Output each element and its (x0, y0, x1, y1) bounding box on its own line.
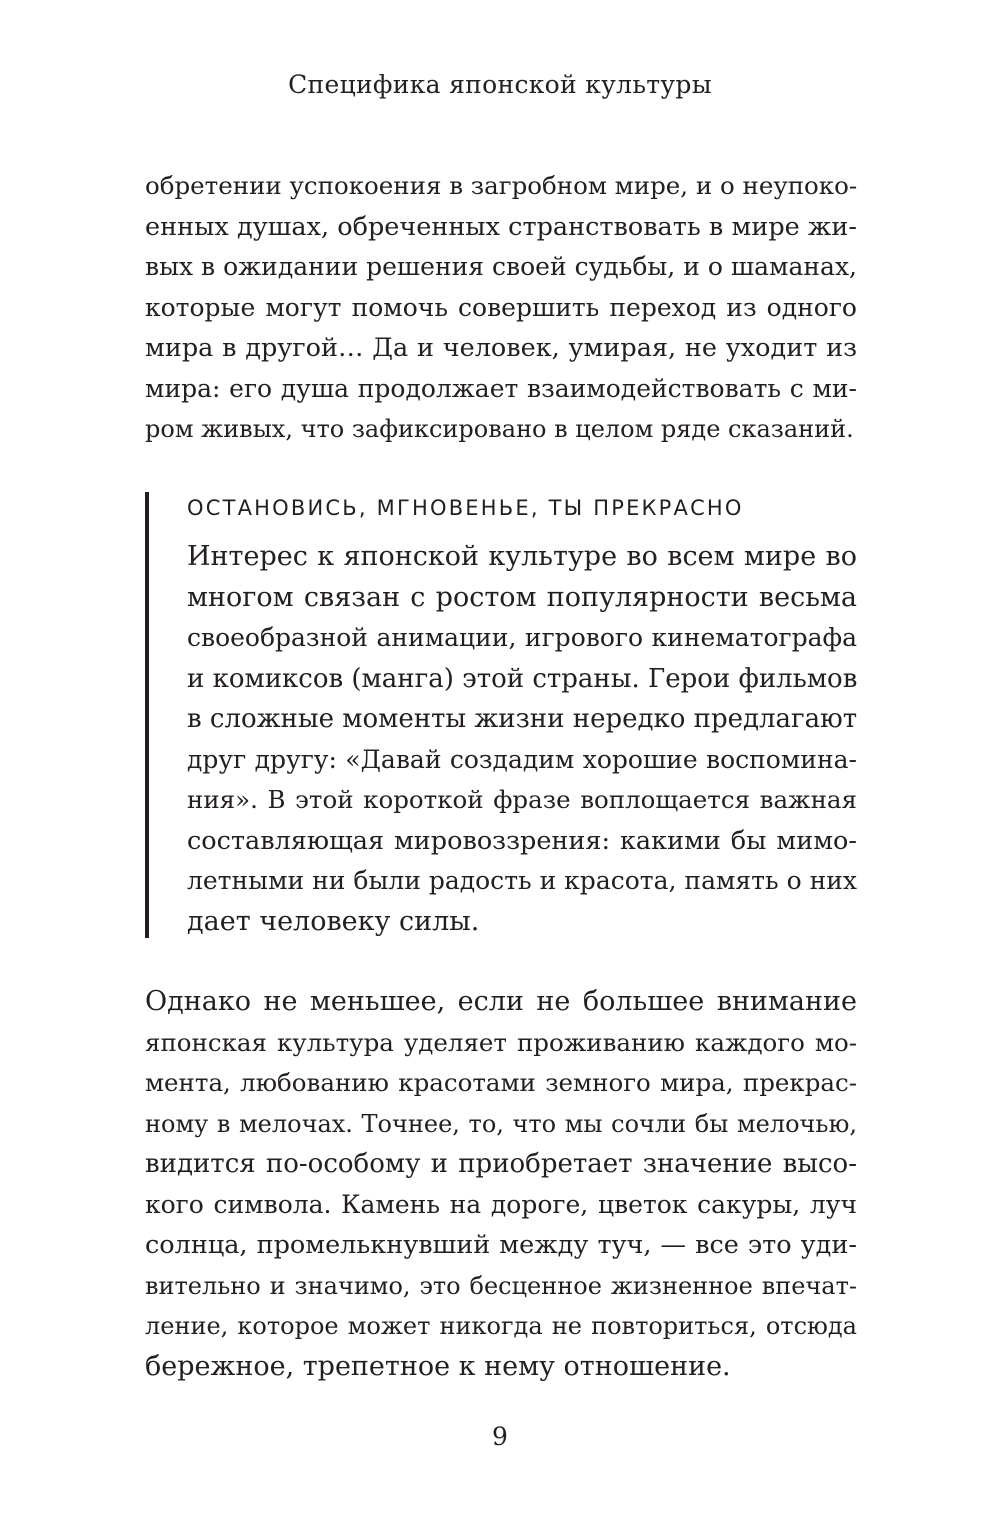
text-line: которые могут помочь совершить переход из одного (145, 292, 857, 322)
sidebar-vertical-rule (145, 492, 149, 938)
page-number: 9 (492, 1422, 508, 1451)
body-paragraph-1 (145, 166, 857, 450)
text-line: бережное, трепетное к нему отношение. (145, 1350, 731, 1382)
text-line: вых в ожидании решения своей судьбы, и о шаманах, (145, 252, 857, 281)
text-line: своеобразной анимации, игрового кинематографа (187, 623, 857, 652)
text-line: ление, которое может никогда не повториться, отсюда (145, 1312, 857, 1340)
text-line: дает человеку силы. (187, 905, 480, 937)
text-line: кого символа. Камень на дороге, цветок сакуры, луч (145, 1189, 857, 1219)
text-line: многом связан с ростом популярности весьма (187, 581, 857, 613)
text-line: японская культура уделяет проживанию каждого мо- (145, 1027, 857, 1057)
text-line: ром живых, что зафиксировано в целом ряде сказаний. (145, 415, 854, 443)
sidebar-body (187, 537, 857, 942)
text-line: вительно и значимо, это бесценное жизненное впечат- (145, 1271, 857, 1300)
text-line: мента, любованию красотами земного мира, прекрас- (145, 1068, 857, 1097)
text-line: ния». В этой короткой фразе воплощается важная (187, 785, 857, 814)
text-line: друг другу: «Давай создадим хорошие воспомина- (187, 744, 857, 774)
text-line: мира в другой… Да и человек, умирая, не уходит из (145, 333, 857, 363)
text-line: мира: его душа продолжает взаимодействовать с ми- (145, 373, 857, 403)
text-line: енных душах, обреченных странствовать в мире жи- (145, 211, 857, 242)
sidebar-box (145, 492, 857, 938)
text-line: составляющая мировоззрения: какими бы мимо- (187, 825, 857, 856)
text-line: ному в мелочах. Точнее, то, что мы сочли бы мелочью, (145, 1109, 857, 1138)
text-line: видится по-особому и приобретает значение высо- (145, 1149, 857, 1179)
text-line: в сложные моменты жизни нередко предлагают (187, 704, 858, 734)
text-line: солнца, промелькнувший между туч, — все это уди- (145, 1230, 857, 1260)
text-line: Однако не меньшее, если не большее внимание (145, 986, 857, 1017)
text-line: и комиксов (манга) этой страны. Герои фильмов (187, 663, 858, 694)
text-line: летными ни были радость и красота, память о них (187, 866, 857, 895)
sidebar-title: ОСТАНОВИСЬ, МГНОВЕНЬЕ, ТЫ ПРЕКРАСНО (187, 496, 744, 520)
body-paragraph-2 (145, 982, 857, 1387)
text-line: обретении успокоения в загробном мире, и о неупоко- (145, 171, 858, 200)
text-line: Интерес к японской культуре во всем мире во (187, 541, 857, 572)
running-head: Специфика японской культуры (288, 70, 712, 99)
